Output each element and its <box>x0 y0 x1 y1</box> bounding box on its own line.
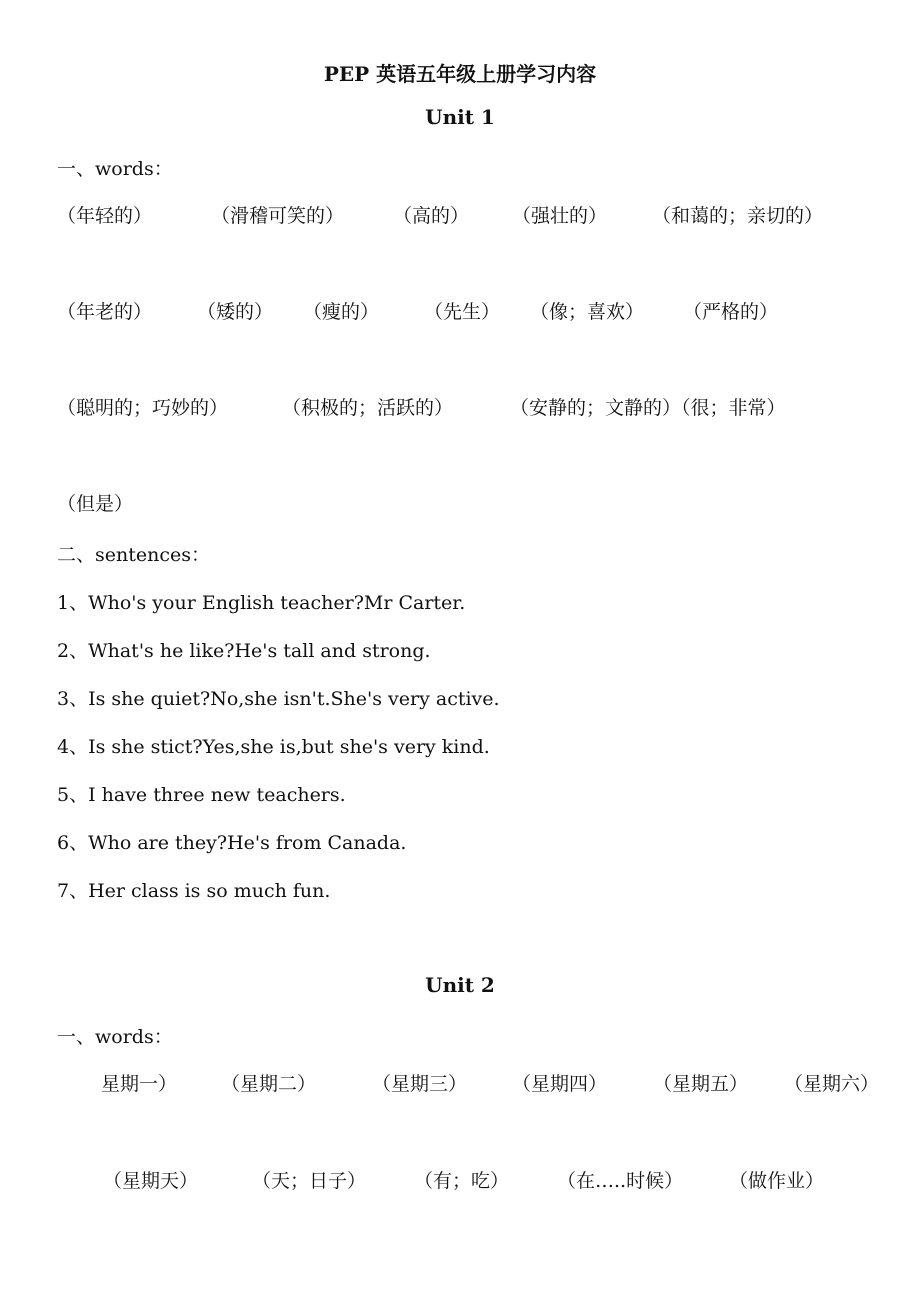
unit-1-sentences-heading: 二、sentences： <box>57 544 210 566</box>
word-item: （高的） <box>393 205 470 227</box>
sentence-line: 1、Who's your English teacher?Mr Carter. <box>57 592 466 614</box>
word-item: （强壮的） <box>512 205 608 227</box>
word-item: （做作业） <box>729 1170 825 1192</box>
word-item: （像；喜欢） <box>530 301 645 323</box>
word-item: （天；日子） <box>252 1170 367 1192</box>
word-item: （积极的；活跃的） <box>282 397 454 419</box>
word-item: （星期天） <box>103 1170 199 1192</box>
word-item: （星期三） <box>372 1073 468 1095</box>
word-item: （和蔼的；亲切的） <box>652 205 824 227</box>
word-item: （聪明的；巧妙的） <box>57 397 229 419</box>
word-item: （在…..时候） <box>557 1170 684 1192</box>
sentence-line: 6、Who are they?He's from Canada. <box>57 832 407 854</box>
sentence-line: 2、What's he like?He's tall and strong. <box>57 640 431 662</box>
unit-2-words-heading: 一、words： <box>57 1026 173 1048</box>
word-item: （星期五） <box>653 1073 749 1095</box>
sentence-line: 5、I have three new teachers. <box>57 784 346 806</box>
word-item: （但是） <box>57 493 134 515</box>
sentence-line: 3、Is she quiet?No,she isn't.She's very active. <box>57 688 500 710</box>
unit-2-title: Unit 2 <box>425 973 495 997</box>
word-item: （先生） <box>424 301 501 323</box>
sentence-line: 7、Her class is so much fun. <box>57 880 331 902</box>
word-item: （滑稽可笑的） <box>211 205 345 227</box>
word-item: （年轻的） <box>57 205 153 227</box>
word-item: （星期六） <box>784 1073 880 1095</box>
unit-1-title: Unit 1 <box>425 105 495 129</box>
word-item: 星期一） <box>101 1073 178 1095</box>
unit-1-words-heading: 一、words： <box>57 158 173 180</box>
word-item: （年老的） <box>57 301 153 323</box>
sentence-line: 4、Is she stict?Yes,she is,but she's very kind. <box>57 736 490 758</box>
document-title: PEP 英语五年级上册学习内容 <box>323 62 597 86</box>
word-item: （安静的；文静的）（很；非常） <box>510 397 786 419</box>
word-item: （瘦的） <box>303 301 380 323</box>
word-item: （星期二） <box>221 1073 317 1095</box>
word-item: （矮的） <box>197 301 274 323</box>
word-item: （严格的） <box>683 301 779 323</box>
word-item: （有；吃） <box>414 1170 510 1192</box>
word-item: （星期四） <box>512 1073 608 1095</box>
